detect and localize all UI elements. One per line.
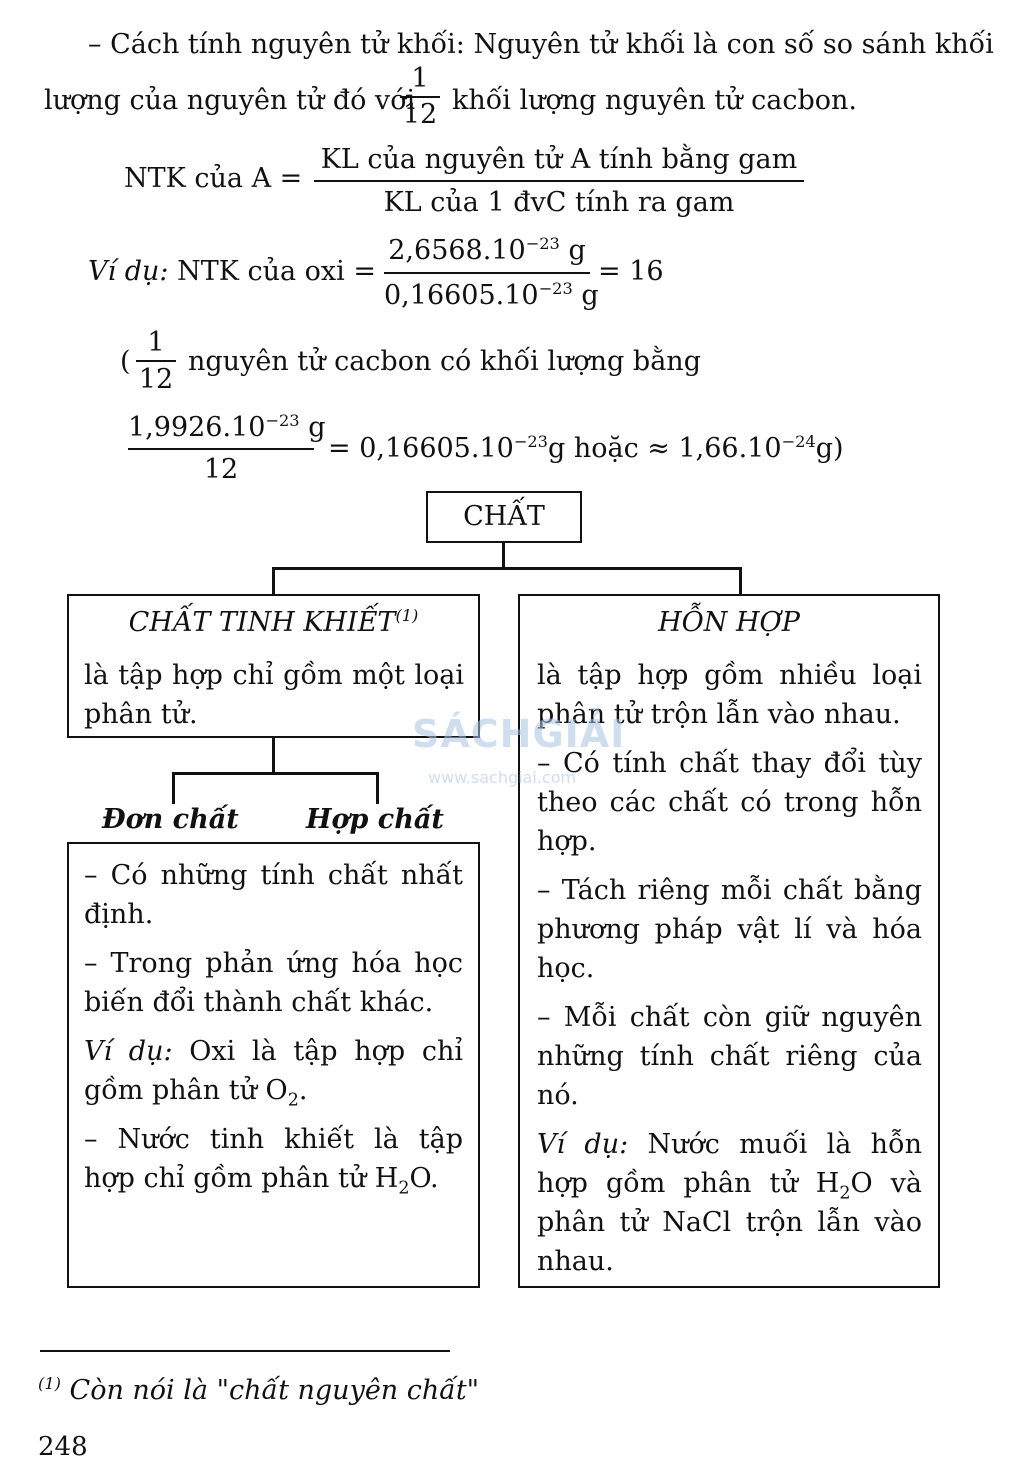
intro-line-2-start: lượng của nguyên tử đó với: [44, 85, 416, 116]
intro-line-1: – Cách tính nguyên tử khối: Nguyên tử khối là con số so sánh khối: [88, 29, 994, 60]
pure-example-2-end: O.: [409, 1163, 439, 1194]
example-line: [88, 253, 376, 291]
pure-example-2-sub: 2: [398, 1178, 410, 1199]
example-label: Ví dụ:: [88, 256, 169, 287]
mixture-title: HỖN HỢP: [658, 607, 800, 638]
note-fraction-numerator: 1: [147, 327, 165, 358]
note-num-base: 1,9926.10: [128, 412, 266, 443]
note-text: nguyên tử cacbon có khối lượng bằng: [188, 346, 701, 377]
connector: [502, 543, 505, 569]
example-den-unit: g: [581, 280, 599, 311]
intro-line-2-end: khối lượng nguyên tử cacbon.: [452, 85, 857, 116]
formula-denominator: KL của 1 đvC tính ra gam: [383, 187, 735, 218]
formula-numerator: KL của nguyên tử A tính bằng gam: [320, 144, 798, 175]
note-eq-exp-2: −24: [781, 432, 816, 451]
note-fraction: [136, 326, 176, 398]
example-num-unit: g: [568, 235, 586, 266]
intro-fraction-numerator: 1: [411, 63, 429, 94]
pure-properties-box: [67, 842, 480, 1288]
note-mass-fraction: [128, 408, 326, 490]
note-mass-denominator: 12: [203, 454, 239, 485]
note-eq-c: g): [815, 433, 844, 464]
watermark-url: www.sachgiai.com: [428, 768, 577, 787]
example-den-exp: −23: [538, 279, 573, 298]
pure-substance-desc: là tập hợp chỉ gồm một loại phân tử.: [84, 660, 464, 730]
example-numerator: [384, 230, 590, 272]
mixture-box: [518, 594, 940, 1288]
example-result: = 16: [598, 256, 664, 287]
note-num-exp: −23: [265, 411, 300, 430]
footnote-mark: (1): [38, 1374, 61, 1393]
root-title: CHẤT: [463, 501, 545, 532]
mixture-prop-3: – Mỗi chất còn giữ nguyên những tính chất riêng của nó.: [537, 1002, 922, 1111]
root-box: [426, 491, 582, 543]
connector: [172, 772, 378, 775]
note-equation: [328, 430, 844, 468]
example-num-base: 2,6568.10: [388, 235, 526, 266]
note-open-paren: (: [120, 346, 131, 377]
pure-example-1: [84, 1032, 463, 1110]
note-eq-b: g hoặc ≈ 1,66.10: [547, 433, 782, 464]
note-eq-a: = 0,16605.10: [328, 433, 514, 464]
note-mass-numerator: [128, 408, 326, 448]
pure-substance-title: [69, 604, 478, 642]
footnote: [38, 1372, 479, 1410]
footnote-text: Còn nói là "chất nguyên chất": [69, 1375, 480, 1406]
compound-label: Hợp chất: [306, 804, 444, 835]
page-number: 248: [38, 1432, 88, 1462]
pure-substance-title-text: CHẤT TINH KHIẾT: [128, 607, 396, 638]
intro-fraction: [400, 62, 440, 132]
mixture-desc: là tập hợp gồm nhiều loại phân tử trộn lẫn vào nhau.: [537, 660, 922, 730]
example-fraction: [384, 230, 599, 318]
mixture-example-sub: 2: [839, 1183, 851, 1204]
element-label: Đơn chất: [102, 804, 239, 835]
connector: [376, 772, 379, 804]
example-lhs: NTK của oxi =: [177, 256, 376, 287]
formula-fraction: [314, 140, 804, 224]
example-num-exp: −23: [525, 234, 560, 253]
connector: [272, 567, 742, 570]
intro-fraction-denominator: 12: [402, 99, 438, 130]
note-eq-exp-1: −23: [513, 432, 548, 451]
footnote-rule: [40, 1350, 450, 1352]
mixture-example: [537, 1125, 922, 1281]
pure-prop-1: – Có những tính chất nhất định.: [84, 860, 463, 930]
pure-example-1-text: Oxi là tập hợp chỉ gồm phân tử O: [84, 1036, 463, 1106]
connector: [739, 567, 742, 596]
connector: [272, 738, 275, 774]
note-fraction-denominator: 12: [138, 364, 174, 395]
formula-lhs: NTK của A =: [124, 163, 303, 194]
example-denominator: [384, 274, 599, 318]
connector: [172, 772, 175, 804]
pure-example-2-text: – Nước tinh khiết là tập hợp chỉ gồm phân tử H: [84, 1124, 463, 1194]
note-num-unit: g: [308, 412, 326, 443]
mixture-prop-1: – Có tính chất thay đổi tùy theo các chất có trong hỗn hợp.: [537, 748, 922, 857]
connector: [272, 567, 275, 596]
pure-properties-text: [84, 856, 463, 1208]
pure-example-1-end: .: [298, 1075, 308, 1106]
example-den-base: 0,16605.10: [384, 280, 539, 311]
watermark-logo: SÁCHGIẢI: [412, 712, 626, 756]
pure-example-1-sub: 2: [287, 1090, 299, 1111]
mixture-example-end: O và phân tử NaCl trộn lẫn vào nhau.: [537, 1168, 922, 1277]
mixture-example-text: Nước muối là hỗn hợp gồm phân tử H: [537, 1129, 922, 1199]
mixture-prop-2: – Tách riêng mỗi chất bằng phương pháp vật lí và hóa học.: [537, 875, 922, 984]
pure-example-label: Ví dụ:: [84, 1036, 173, 1067]
pure-prop-2: – Trong phản ứng hóa học biến đổi thành chất khác.: [84, 948, 463, 1018]
pure-example-2: [84, 1120, 463, 1198]
mixture-example-label: Ví dụ:: [537, 1129, 629, 1160]
footnote-reference: (1): [395, 606, 419, 625]
